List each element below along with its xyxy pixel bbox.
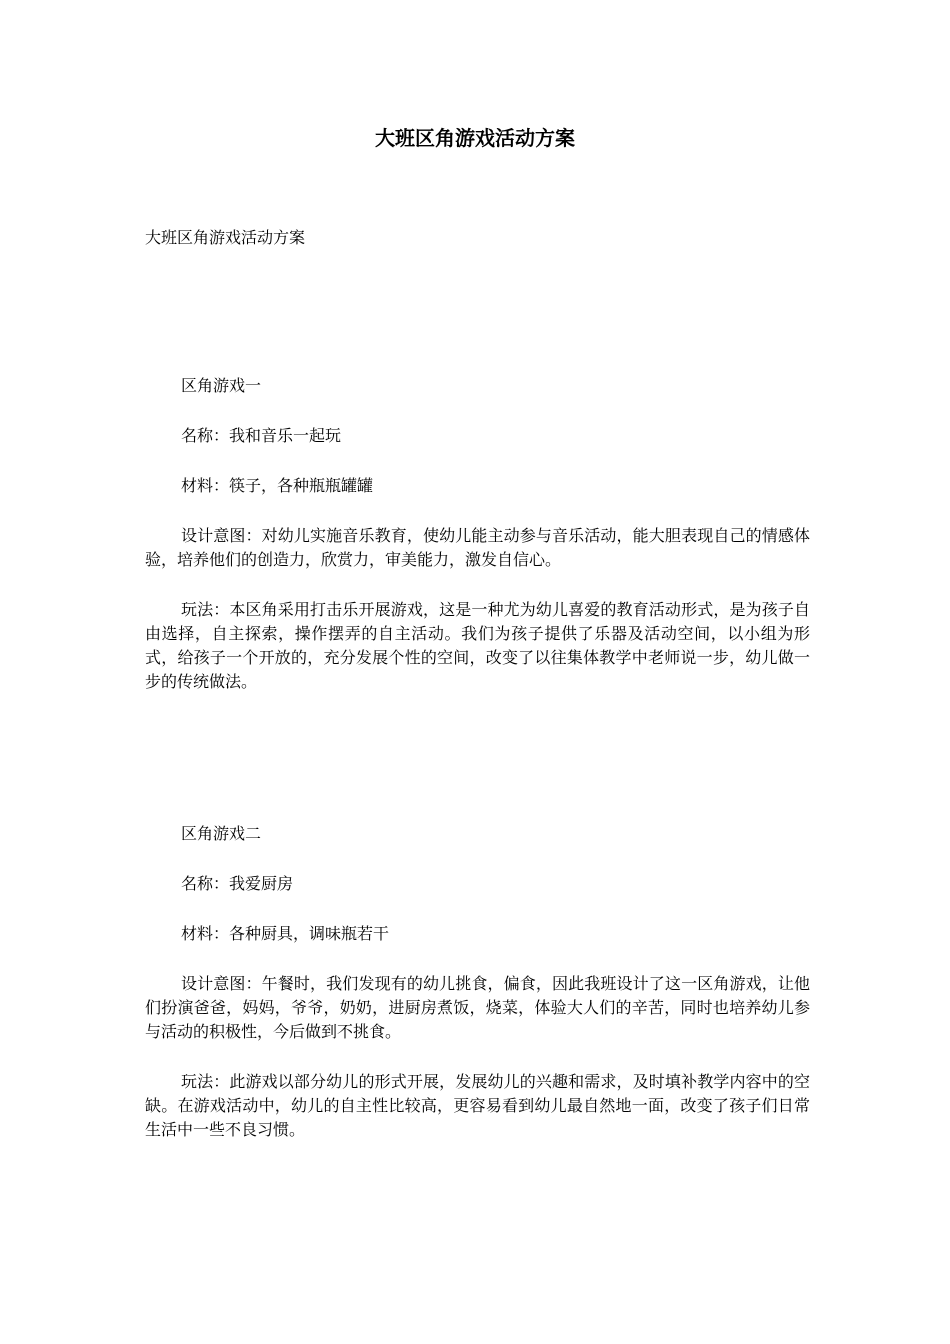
section-design-intent: 设计意图：对幼儿实施音乐教育，使幼儿能主动参与音乐活动，能大胆表现自己的情感体验，培养他们的创造力，欣赏力，审美能力，激发自信心。: [145, 526, 810, 569]
document-title: 大班区角游戏活动方案: [375, 126, 575, 150]
section-materials: 材料：筷子，各种瓶瓶罐罐: [181, 476, 374, 495]
section-heading: 区角游戏二: [181, 824, 262, 843]
section-materials: 材料：各种厨具，调味瓶若干: [181, 924, 390, 943]
section-design-intent: 设计意图：午餐时，我们发现有的幼儿挑食，偏食，因此我班设计了这一区角游戏，让他们扮演爸爸，妈妈，爷爷，奶奶，进厨房煮饭，烧菜，体验大人们的辛苦，同时也培养幼儿参与活动的积极性，今后做到不挑食。: [145, 974, 810, 1041]
section-gameplay: 玩法：本区角采用打击乐开展游戏，这是一种尤为幼儿喜爱的教育活动形式，是为孩子自由选择，自主探索，操作摆弄的自主活动。我们为孩子提供了乐器及活动空间，以小组为形式，给孩子一个开放的，充分发展个性的空间，改变了以往集体教学中老师说一步，幼儿做一步的传统做法。: [145, 600, 810, 691]
section-game-one: [145, 374, 810, 694]
section-heading: 区角游戏一: [181, 376, 262, 395]
section-name: 名称：我和音乐一起玩: [181, 426, 342, 445]
section-game-two: [145, 822, 810, 1142]
document-subtitle: 大班区角游戏活动方案: [145, 228, 306, 247]
section-gameplay: 玩法：此游戏以部分幼儿的形式开展，发展幼儿的兴趣和需求，及时填补教学内容中的空缺。在游戏活动中，幼儿的自主性比较高，更容易看到幼儿最自然地一面，改变了孩子们日常生活中一些不良习惯。: [145, 1072, 810, 1139]
section-name: 名称：我爱厨房: [181, 874, 294, 893]
